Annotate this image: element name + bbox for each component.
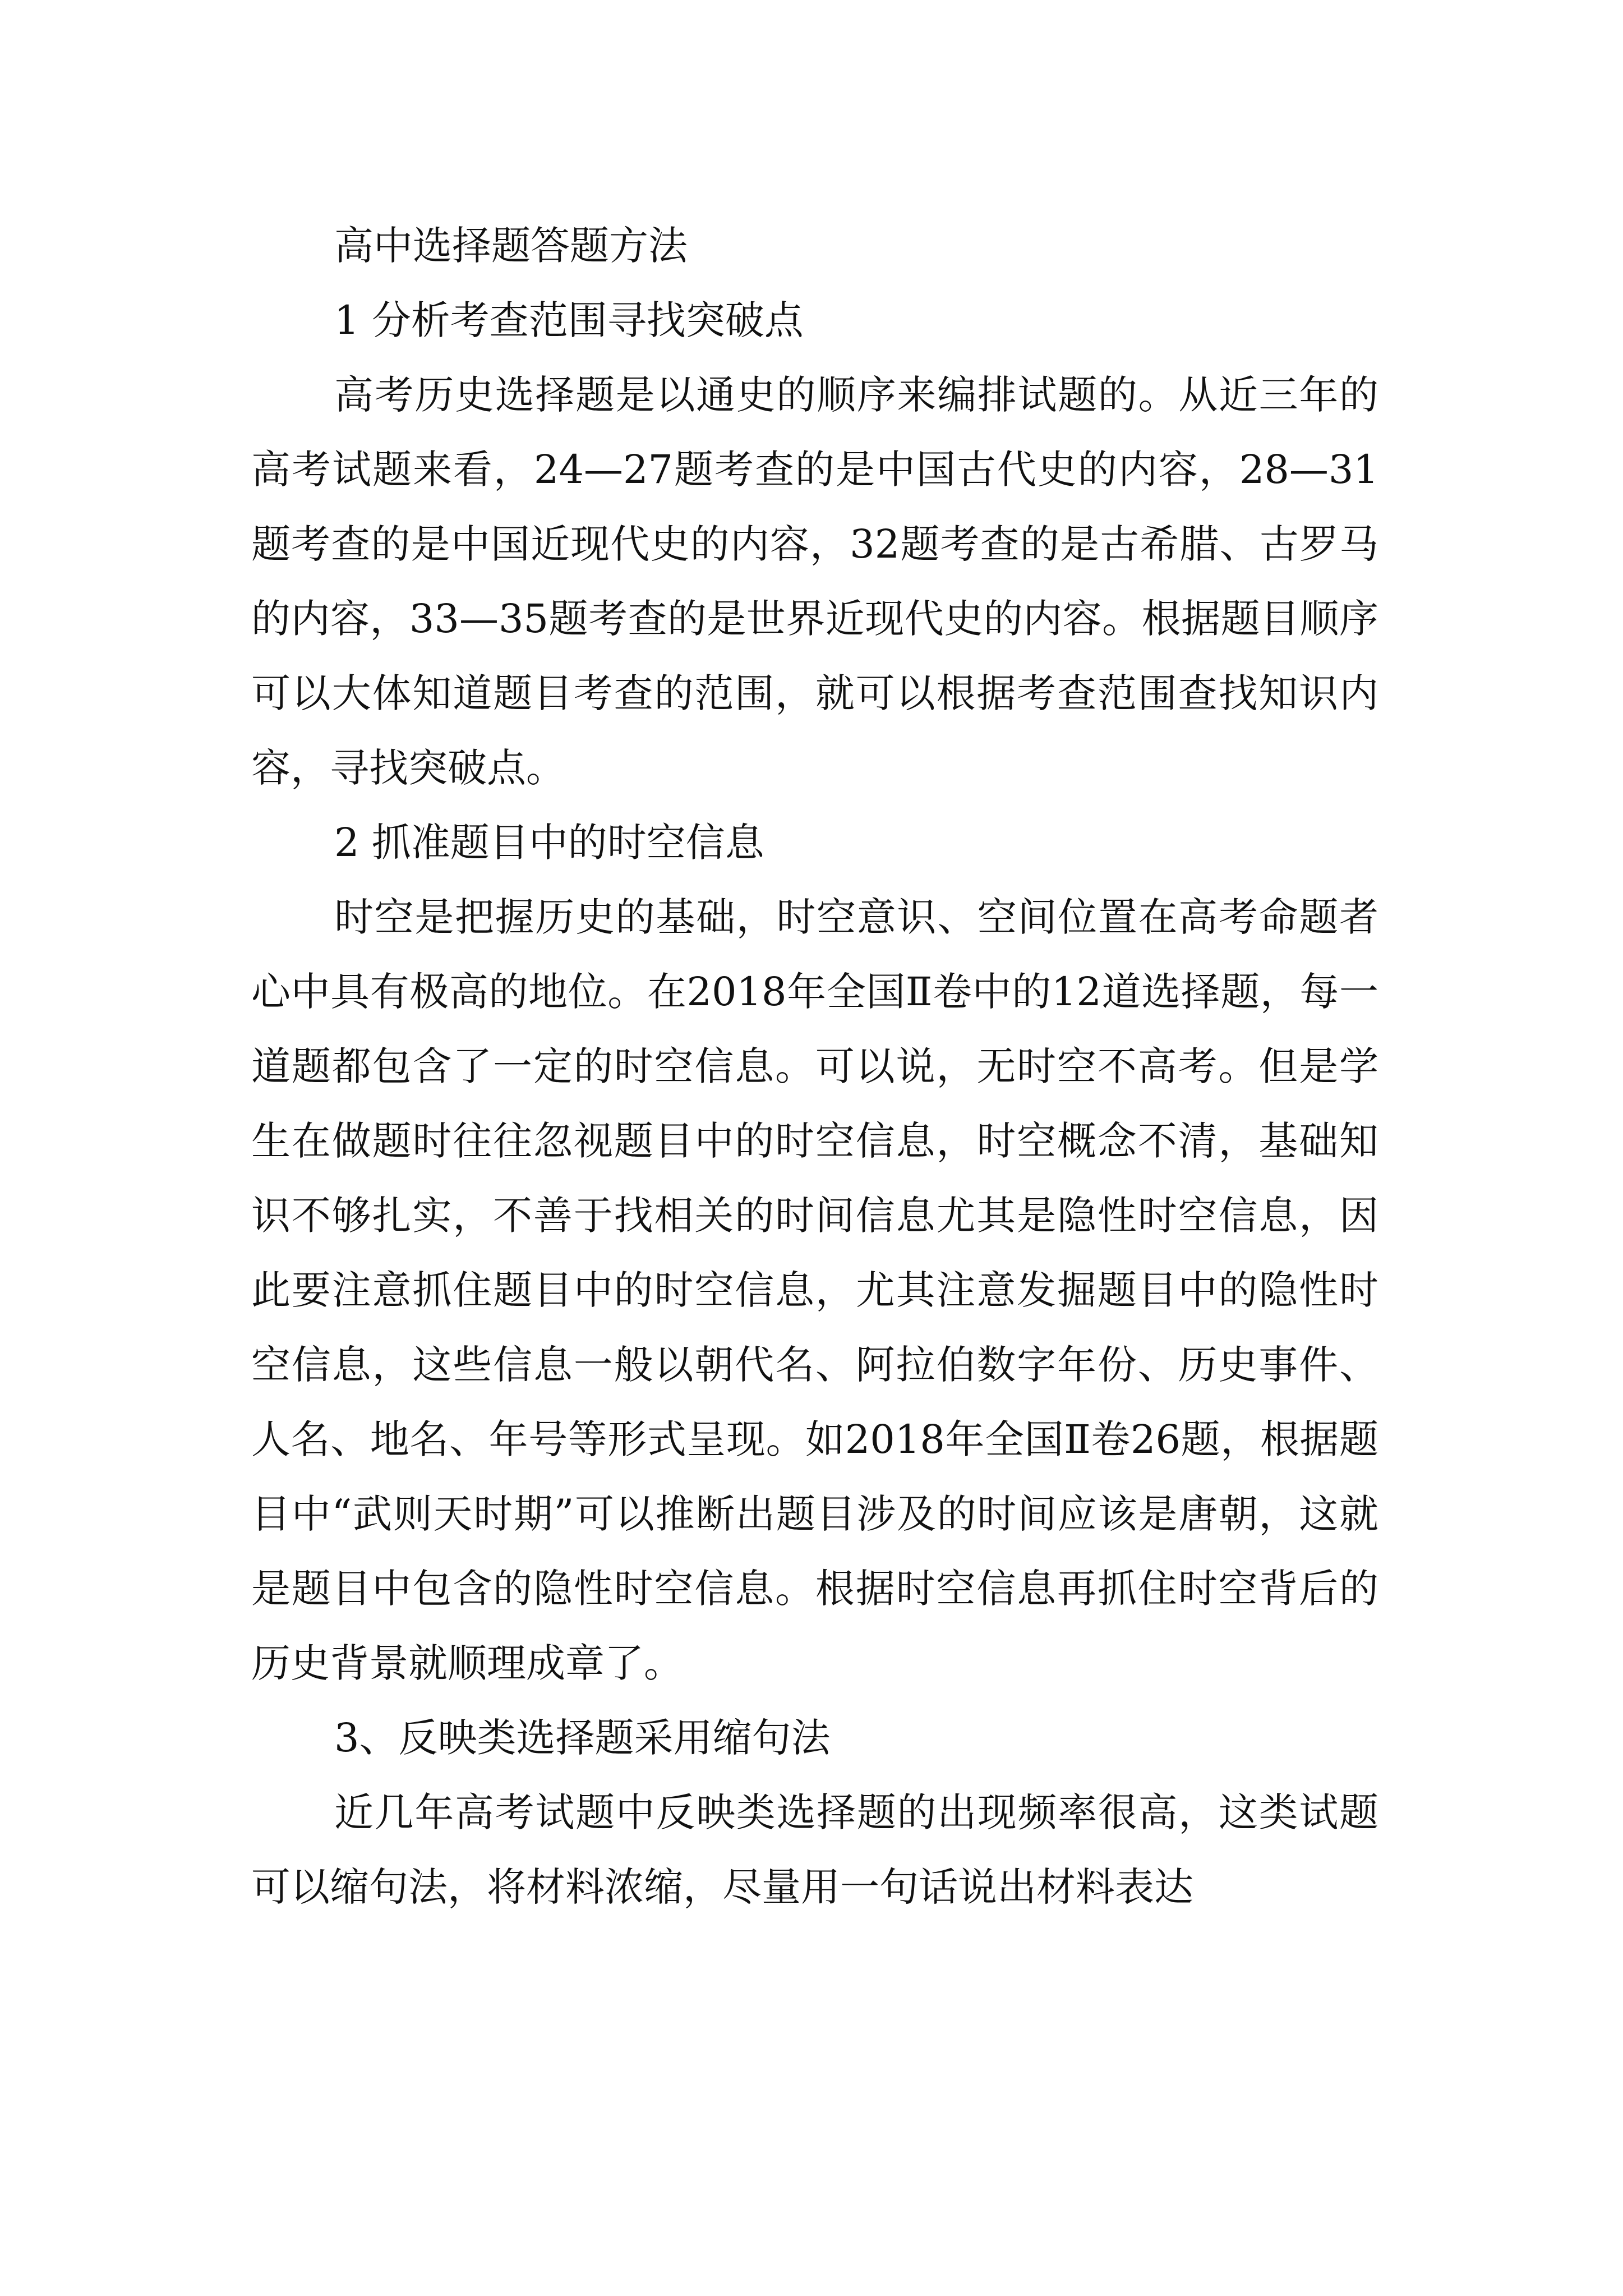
document-body	[251, 209, 1378, 1925]
document-title: 高中选择题答题方法	[334, 223, 688, 269]
section-2-paragraph: 时空是把握历史的基础，时空意识、空间位置在高考命题者心中具有极高的地位。在2018年全国Ⅱ卷中的12道选择题，每一道题都包含了一定的时空信息。可以说，无时空不高考。但是学生在做题时往往忽视题目中的时空信息，时空概念不清，基础知识不够扎实，不善于找相关的时间信息尤其是隐性时空信息，因此要注意抓住题目中的时空信息，尤其注意发掘题目中的隐性时空信息，这些信息一般以朝代名、阿拉伯数字年份、历史事件、人名、地名、年号等形式呈现。如2018年全国Ⅱ卷26题，根据题目中“武则天时期”可以推断出题目涉及的时间应该是唐朝，这就是题目中包含的隐性时空信息。根据时空信息再抓住时空背后的历史背景就顺理成章了。	[251, 894, 1378, 1686]
section-3-paragraph: 近几年高考试题中反映类选择题的出现频率很高，这类试题可以缩句法，将材料浓缩，尽量用一句话说出材料表达	[251, 1789, 1378, 1910]
section-heading-1: 1 分析考查范围寻找突破点	[334, 297, 804, 343]
section-1-paragraph: 高考历史选择题是以通史的顺序来编排试题的。从近三年的高考试题来看，24—27题考查的是中国古代史的内容，28—31题考查的是中国近现代史的内容，32题考查的是古希腊、古罗马的内容，33—35题考查的是世界近现代史的内容。根据题目顺序可以大体知道题目考查的范围，就可以根据考查范围查找知识内容，寻找突破点。	[251, 372, 1378, 791]
section-heading-3: 3、反映类选择题采用缩句法	[334, 1715, 831, 1761]
section-heading-2: 2 抓准题目中的时空信息	[334, 820, 764, 866]
